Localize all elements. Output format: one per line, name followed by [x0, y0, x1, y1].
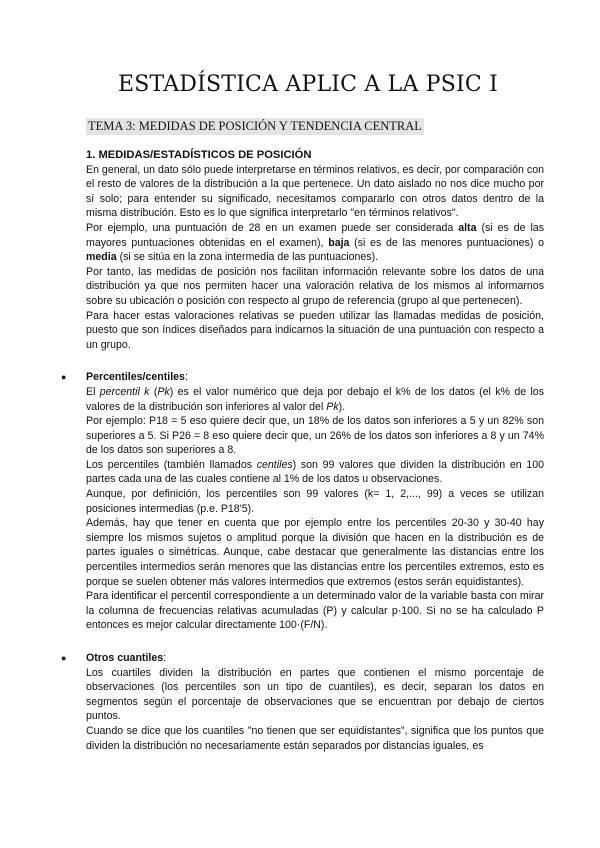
text-run: ).: [338, 400, 346, 413]
paragraph-example: [86, 221, 544, 265]
italic-term: Pk: [157, 385, 170, 398]
italic-term: percentil k: [99, 385, 150, 398]
bullet-heading-cuantiles: [61, 651, 544, 666]
bullet-dot-icon: ●: [61, 653, 67, 663]
paragraph-intro: En general, un dato sólo puede interpretarse en términos relativos, es decir, por comparación con el resto de valores de la distribución a la que pertenece. Un dato aislado no nos dice mucho por sí solo; para entender su significado, necesitamos compararlo con otros datos dentro de la misma distribución. Esto es lo que significa interpretarlo "en términos relativos".: [86, 163, 544, 220]
paragraph-percentile-intermediate: Aunque, por definición, los percentiles son 99 valores (k= 1, 2,..., 99) a veces se utilizan posiciones intermedias (p.e. P18'5).: [86, 488, 544, 515]
paragraph-percentile-example: Por ejemplo: P18 = 5 eso quiere decir que, un 18% de los datos son inferiores a 5 y un 82% son superiores a 5. Si P26 = 8 eso quiere decir que, un 26% de los datos son inferiores a 8 y un 74% de los datos son superiores a 8.: [86, 415, 544, 457]
paragraph-cuantiles-equidistant: Cuando se dice que los cuantiles "no tienen que ser equidistantes", significa que los puntos que dividen la distribución no necesariamente están separados por distancias iguales, es: [86, 724, 544, 752]
section-heading: 1. MEDIDAS/ESTADÍSTICOS DE POSICIÓN: [86, 149, 312, 161]
cuantiles-heading-text: Otros cuantiles: [86, 652, 164, 664]
italic-term: Pk: [326, 400, 339, 413]
text-run: Por ejemplo, una puntuación de 28 en un examen puede ser considerada: [86, 221, 459, 234]
bold-term-alta: alta: [458, 221, 477, 234]
text-run: El: [86, 385, 100, 398]
paragraph-percentile-centiles: [86, 458, 544, 487]
bullet-dot-icon: ●: [61, 372, 67, 383]
italic-term: centiles: [256, 458, 293, 471]
bullet-cuantiles: [61, 651, 544, 753]
text-run: (si se sitúa en la zona intermedia de las puntuaciones).: [116, 251, 379, 264]
text-run: ) es el valor numérico que deja por debajo el k% de los datos (el k% de los valores de la distribución son inferiores al valor del: [86, 385, 544, 413]
bullet-percentiles: [61, 370, 544, 633]
paragraph-percentile-distances: Además, hay que tener en cuenta que por ejemplo entre los percentiles 20-30 y 30-40 hay siempre los mismos sujetos o amplitud porque la división que hacen en la distribución es de partes iguales o simétricas. Aunque, cabe destacar que generalmente las distancias entre los percentiles intermedios serán menores que las distancias entre los percentiles extremos, esto es porque se suelen obtener más valores intermedios que extremos (estos serán equidistantes).: [86, 517, 544, 588]
paragraph-percentile-definition: [86, 385, 544, 414]
colon: :: [184, 371, 188, 384]
bullet-heading-percentiles: [61, 370, 544, 385]
paragraph-position-measures: Por tanto, las medidas de posición nos facilitan información relevante sobre los datos de una distribución ya que nos permiten hacer una valoración relativa de los mismos al informarnos sobre su ubicación o posición con respecto al grupo de referencia (grupo al que pertenecen).: [86, 265, 544, 307]
text-run: ) son 99 valores que dividen la distribución en 100 partes cada una de las cuales contiene al 1% de los datos u observaciones.: [86, 458, 544, 486]
bold-term-baja: baja: [328, 236, 350, 249]
percentiles-heading-text: Percentiles/centiles: [86, 371, 185, 384]
paragraph-cuartiles: Los cuartiles dividen la distribución en partes que contienen el mismo porcentaje de observaciones (los percentiles son un tipo de cuantiles), es decir, separan los datos en segmentos según el porcentaje de observaciones que se encuentran por debajo de ciertos puntos.: [86, 666, 544, 723]
document-body: [61, 148, 544, 753]
colon: :: [163, 652, 167, 664]
text-run: (: [149, 385, 158, 398]
paragraph-relative-valuations: Para hacer estas valoraciones relativas se pueden utilizar las llamadas medidas de posición, puesto que son índices diseñados para indicarnos la situación de una puntuación con respecto a un grupo.: [86, 309, 544, 351]
paragraph-percentile-identify: Para identificar el percentil correspondiente a un determinado valor de la variable basta con mirar la columna de frecuencias relativas acumuladas (P) y calcular p·100. Si no se ha calculado P entonces es mejor calcular directamente 100·(F/N).: [86, 590, 544, 632]
bold-term-media: media: [86, 251, 117, 264]
text-run: (si es de las mayores puntuaciones obtenidas en el examen),: [86, 221, 544, 249]
text-run: (si es de las menores puntuaciones) o: [349, 236, 544, 249]
topic-heading: TEMA 3: MEDIDAS DE POSICIÓN Y TENDENCIA CENTRAL: [88, 119, 422, 133]
document-title: ESTADÍSTICA APLIC A LA PSIC I: [118, 72, 499, 97]
text-run: Los percentiles (también llamados: [86, 458, 257, 471]
